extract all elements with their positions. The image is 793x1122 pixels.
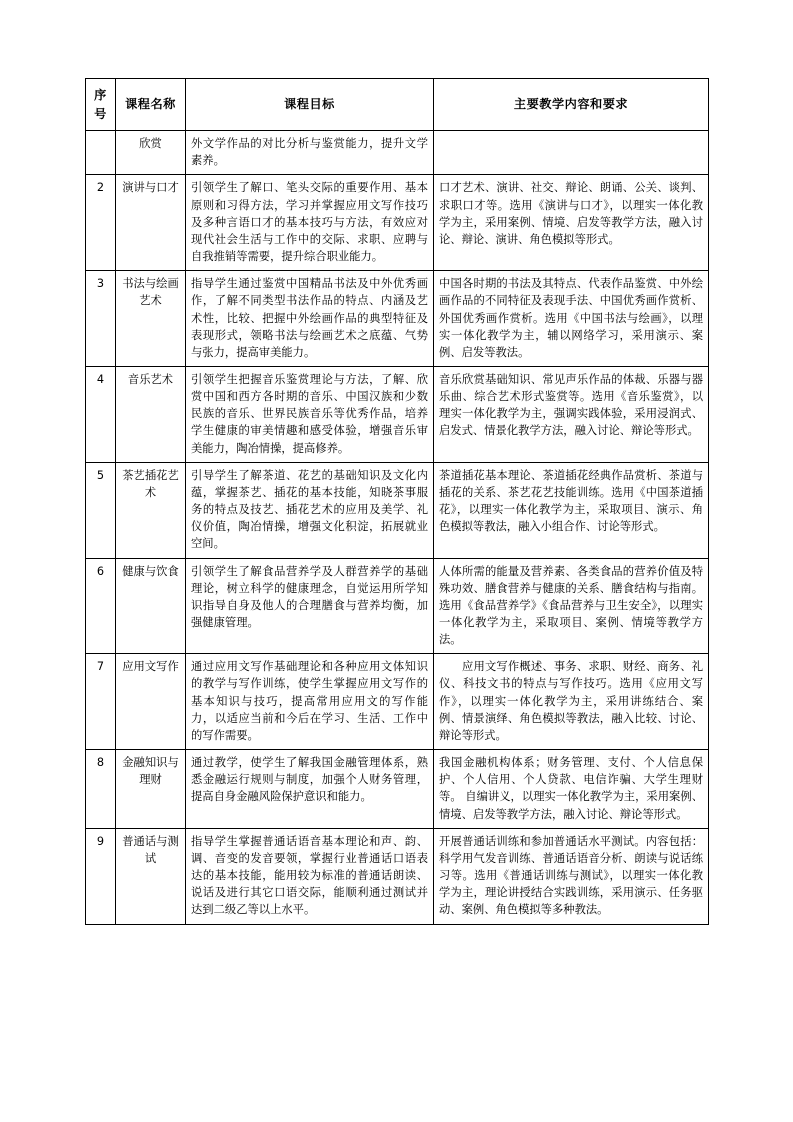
cell-course-name: 茶艺插花艺术 (116, 462, 186, 558)
table-row (86, 654, 709, 750)
cell-no: 3 (86, 271, 116, 367)
cell-course-goal: 外文学作品的对比分析与鉴赏能力，提升文学素养。 (186, 131, 434, 175)
cell-teaching-content: 音乐欣赏基础知识、常见声乐作品的体裁、乐器与器乐曲、综合艺术形式鉴赏等。选用《音乐鉴赏》，以理实一体化教学为主，强调实践体验，采用浸润式、启发式、情景化教学方法，融入讨论、辩论等形式。 (434, 366, 709, 462)
cell-teaching-content: 口才艺术、演讲、社交、辩论、朗诵、公关、谈判、求职口才等。选用《演讲与口才》，以理实一体化教学为主，采用案例、情境、启发等教学方法，融入讨论、辩论、演讲、角色模拟等形式。 (434, 175, 709, 271)
cell-course-name: 演讲与口才 (116, 175, 186, 271)
cell-course-name: 书法与绘画艺术 (116, 271, 186, 367)
column-header-no: 序号 (86, 79, 116, 131)
cell-course-name: 应用文写作 (116, 654, 186, 750)
cell-course-goal: 指导学生掌握普通话语音基本理论和声、韵、调、音变的发音要领，掌握行业普通话口语表达的基本技能，能用较为标准的普通话朗读、说话及进行其它口语交际，能顺利通过测试并达到二级乙等以上水平。 (186, 828, 434, 924)
table-header-row (86, 79, 709, 131)
table-body (86, 131, 709, 924)
cell-teaching-content: 人体所需的能量及营养素、各类食品的营养价值及特殊功效、膳食营养与健康的关系、膳食结构与指南。选用《食品营养学》《食品营养与卫生安全》，以理实一体化教学为主，采取项目、案例、情境等教学方法。 (434, 558, 709, 654)
cell-no (86, 131, 116, 175)
cell-course-goal: 通过教学，使学生了解我国金融管理体系，熟悉金融运行规则与制度，加强个人财务管理，提高自身金融风险保护意识和能力。 (186, 750, 434, 829)
column-header-name: 课程名称 (116, 79, 186, 131)
cell-teaching-content: 茶道插花基本理论、茶道插花经典作品赏析、茶道与插花的关系、茶艺花艺技能训练。选用《中国茶道插花》，以理实一体化教学为主，采取项目、演示、角色模拟等教法，融入小组合作、讨论等形式。 (434, 462, 709, 558)
cell-no: 8 (86, 750, 116, 829)
table-header (86, 79, 709, 131)
cell-course-goal: 通过应用文写作基础理论和各种应用文体知识的教学与写作训练，使学生掌握应用文写作的基本知识与技巧，提高常用应用文的写作能力，以适应当前和今后在学习、生活、工作中的写作需要。 (186, 654, 434, 750)
cell-course-name: 健康与饮食 (116, 558, 186, 654)
table-row (86, 131, 709, 175)
table-row (86, 271, 709, 367)
cell-no: 4 (86, 366, 116, 462)
cell-teaching-content: 应用文写作概述、事务、求职、财经、商务、礼仪、科技文书的特点与写作技巧。选用《应用文写作》，以理实一体化教学为主，采用讲练结合、案例、情景演绎、角色模拟等教法，融入比较、讨论、辩论等形式。 (434, 654, 709, 750)
cell-course-name: 音乐艺术 (116, 366, 186, 462)
table-row (86, 462, 709, 558)
cell-no: 5 (86, 462, 116, 558)
cell-course-goal: 引领学生把握音乐鉴赏理论与方法，了解、欣赏中国和西方各时期的音乐、中国汉族和少数民族的音乐、世界民族音乐等优秀作品，培养学生健康的审美情趣和感受体验，增强音乐审美能力，陶冶情操，提高修养。 (186, 366, 434, 462)
column-header-content: 主要教学内容和要求 (434, 79, 709, 131)
table-row (86, 366, 709, 462)
column-header-goal: 课程目标 (186, 79, 434, 131)
cell-teaching-content: 中国各时期的书法及其特点、代表作品鉴赏、中外绘画作品的不同特征及表现手法、中国优秀画作赏析、外国优秀画作赏析。选用《中国书法与绘画》，以理实一体化教学为主，辅以网络学习，采用演示、案例、启发等教法。 (434, 271, 709, 367)
cell-no: 7 (86, 654, 116, 750)
table-row (86, 750, 709, 829)
table-row (86, 828, 709, 924)
table-row (86, 175, 709, 271)
cell-course-goal: 引领学生了解食品营养学及人群营养学的基础理论，树立科学的健康理念，自觉运用所学知识指导自身及他人的合理膳食与营养均衡，加强健康管理。 (186, 558, 434, 654)
cell-teaching-content: 开展普通话训练和参加普通话水平测试。内容包括：科学用气发音训练、普通话语音分析、朗读与说话练习等。选用《普通话训练与测试》，以理实一体化教学为主，理论讲授结合实践训练，采用演示、任务驱动、案例、角色模拟等多种教法。 (434, 828, 709, 924)
cell-no: 2 (86, 175, 116, 271)
cell-course-name: 金融知识与理财 (116, 750, 186, 829)
cell-course-name: 普通话与测试 (116, 828, 186, 924)
table-row (86, 558, 709, 654)
cell-teaching-content (434, 131, 709, 175)
cell-course-goal: 指导学生通过鉴赏中国精品书法及中外优秀画作，了解不同类型书法作品的特点、内涵及艺术性，比较、把握中外绘画作品的典型特征及表现形式，领略书法与绘画艺术之底蕴、气势与张力，提高审美能力。 (186, 271, 434, 367)
cell-course-goal: 引领学生了解口、笔头交际的重要作用、基本原则和习得方法，学习并掌握应用文写作技巧及多种言语口才的基本技巧与方法，有效应对现代社会生活与工作中的交际、求职、应聘与自我推销等需要，提升综合职业能力。 (186, 175, 434, 271)
cell-no: 9 (86, 828, 116, 924)
cell-course-goal: 引导学生了解茶道、花艺的基础知识及文化内蕴，掌握茶艺、插花的基本技能，知晓茶事服务的特点及技艺、插花艺术的应用及美学、礼仪价值，陶冶情操，增强文化积淀，拓展就业空间。 (186, 462, 434, 558)
cell-course-name: 欣赏 (116, 131, 186, 175)
cell-teaching-content: 我国金融机构体系；财务管理、支付、个人信息保护、个人信用、个人贷款、电信诈骗、大学生理财等。 自编讲义，以理实一体化教学为主，采用案例、情境、启发等教学方法，融入讨论、辩论等形式。 (434, 750, 709, 829)
course-table (85, 78, 709, 925)
cell-no: 6 (86, 558, 116, 654)
